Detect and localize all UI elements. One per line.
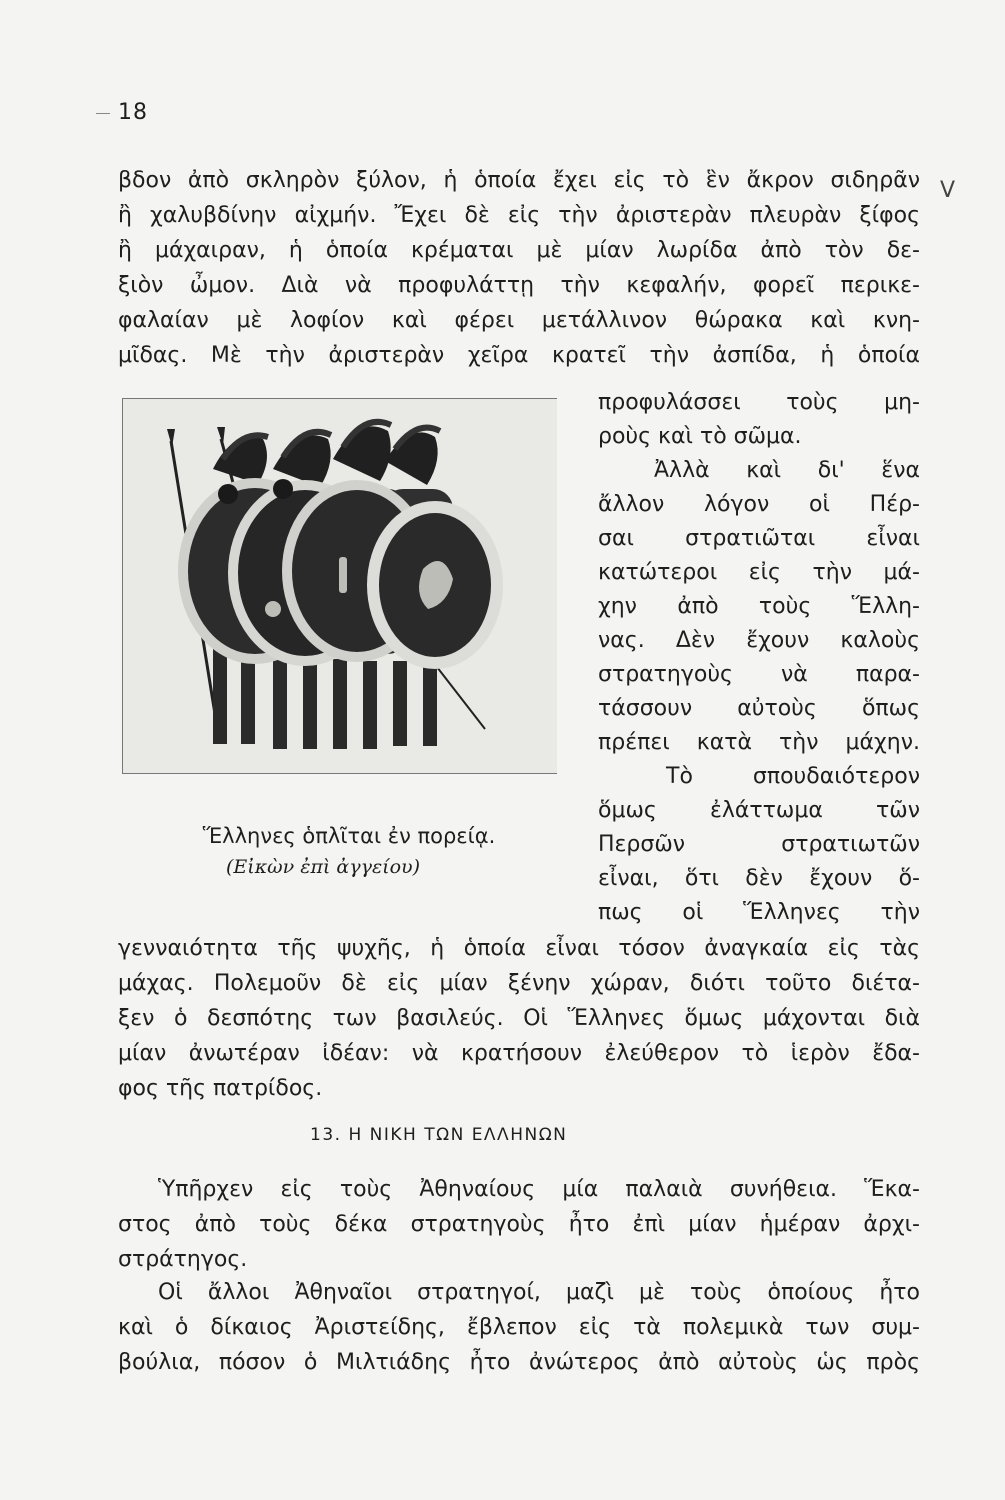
text-line: Τὸ σπουδαιότερον	[666, 764, 920, 789]
text-line: βδον ἀπὸ σκληρὸν ξύλον, ἡ ὁποία ἔχει εἰς τὸ ἓν ἄκρον σιδηρᾶν	[118, 168, 920, 193]
text-line: ἢ μάχαιραν, ἡ ὁποία κρέμαται μὲ μίαν λωρίδα ἀπὸ τὸν δε-	[118, 238, 920, 263]
figure-subcaption: (Εἰκὼν ἐπὶ ἀγγείου)	[225, 856, 421, 878]
margin-mark: V	[940, 178, 956, 203]
text-line: γενναιότητα τῆς ψυχῆς, ἡ ὁποία εἶναι τόσον ἀναγκαία εἰς τὰς	[118, 936, 920, 961]
text-line: ἄλλον λόγον οἱ Πέρ-	[598, 492, 920, 517]
text-line: ξεν ὁ δεσπότης των βασιλεύς. Οἱ Ἕλληνες ὅμως μάχονται διὰ	[118, 1006, 920, 1031]
text-line: μῖδας. Μὲ τὴν ἀριστερὰν χεῖρα κρατεῖ τὴν ἀσπίδα, ἡ ὁποία	[118, 343, 920, 368]
section-heading: 13. Η ΝΙΚΗ ΤΩΝ ΕΛΛΗΝΩΝ	[310, 1125, 568, 1145]
text-line: καὶ ὁ δίκαιος Ἀριστείδης, ἔβλεπον εἰς τὰ πολεμικὰ των συμ-	[118, 1315, 920, 1340]
text-line: Περσῶν στρατιωτῶν	[598, 832, 920, 857]
text-line: ὅμως ἐλάττωμα τῶν	[598, 798, 920, 823]
text-line: προφυλάσσει τοὺς μη-	[598, 390, 920, 415]
text-line: Ὑπῆρχεν εἰς τοὺς Ἀθηναίους μία παλαιὰ συνήθεια. Ἕκα-	[158, 1177, 920, 1202]
text-line: στρατηγοὺς νὰ παρα-	[598, 662, 920, 687]
text-line: πρέπει κατὰ τὴν μάχην.	[598, 730, 920, 755]
text-line: μίαν ἀνωτέραν ἰδέαν: νὰ κρατήσουν ἐλεύθερον τὸ ἱερὸν ἔδα-	[118, 1041, 920, 1066]
text-line: ἢ χαλυβδίνην αἰχμήν. Ἔχει δὲ εἰς τὴν ἀριστερὰν πλευρὰν ξίφος	[118, 203, 920, 228]
text-line: κατώτεροι εἰς τὴν μά-	[598, 560, 920, 585]
figure-caption: Ἕλληνες ὁπλῖται ἐν πορείᾳ.	[202, 824, 496, 848]
text-line: χην ἀπὸ τοὺς Ἕλλη-	[598, 594, 920, 619]
text-line: Οἱ ἄλλοι Ἀθηναῖοι στρατηγοί, μαζὶ μὲ τοὺς ὁποίους ἦτο	[158, 1280, 920, 1305]
text-line: σαι στρατιῶται εἶναι	[598, 526, 920, 551]
page-number: 18	[118, 100, 148, 125]
text-line: φαλαίαν μὲ λοφίον καὶ φέρει μετάλλινον θώρακα καὶ κνη-	[118, 308, 920, 333]
text-line: μάχας. Πολεμοῦν δὲ εἰς μίαν ξένην χώραν, διότι τοῦτο διέτα-	[118, 971, 920, 996]
text-line: νας. Δὲν ἔχουν καλοὺς	[598, 628, 920, 653]
text-line: στράτηγος.	[118, 1247, 248, 1272]
text-line: πως οἱ Ἕλληνες τὴν	[598, 900, 920, 925]
text-line: Ἀλλὰ καὶ δι' ἕνα	[654, 458, 920, 483]
text-line: τάσσουν αὐτοὺς ὅπως	[598, 696, 920, 721]
text-line: εἶναι, ὅτι δὲν ἔχουν ὅ-	[598, 866, 920, 891]
text-line: στος ἀπὸ τοὺς δέκα στρατηγοὺς ἦτο ἐπὶ μίαν ἡμέραν ἀρχι-	[118, 1212, 920, 1237]
text-line: ροὺς καὶ τὸ σῶμα.	[598, 424, 802, 449]
text-line: ξιὸν ὦμον. Διὰ νὰ προφυλάττῃ τὴν κεφαλήν, φορεῖ περικε-	[118, 273, 920, 298]
text-line: βούλια, πόσον ὁ Μιλτιάδης ἦτο ἀνώτερος ἀπὸ αὐτοὺς ὡς πρὸς	[118, 1350, 920, 1375]
text-line: φος τῆς πατρίδος.	[118, 1076, 323, 1101]
hoplites-vase-illustration	[122, 398, 557, 774]
